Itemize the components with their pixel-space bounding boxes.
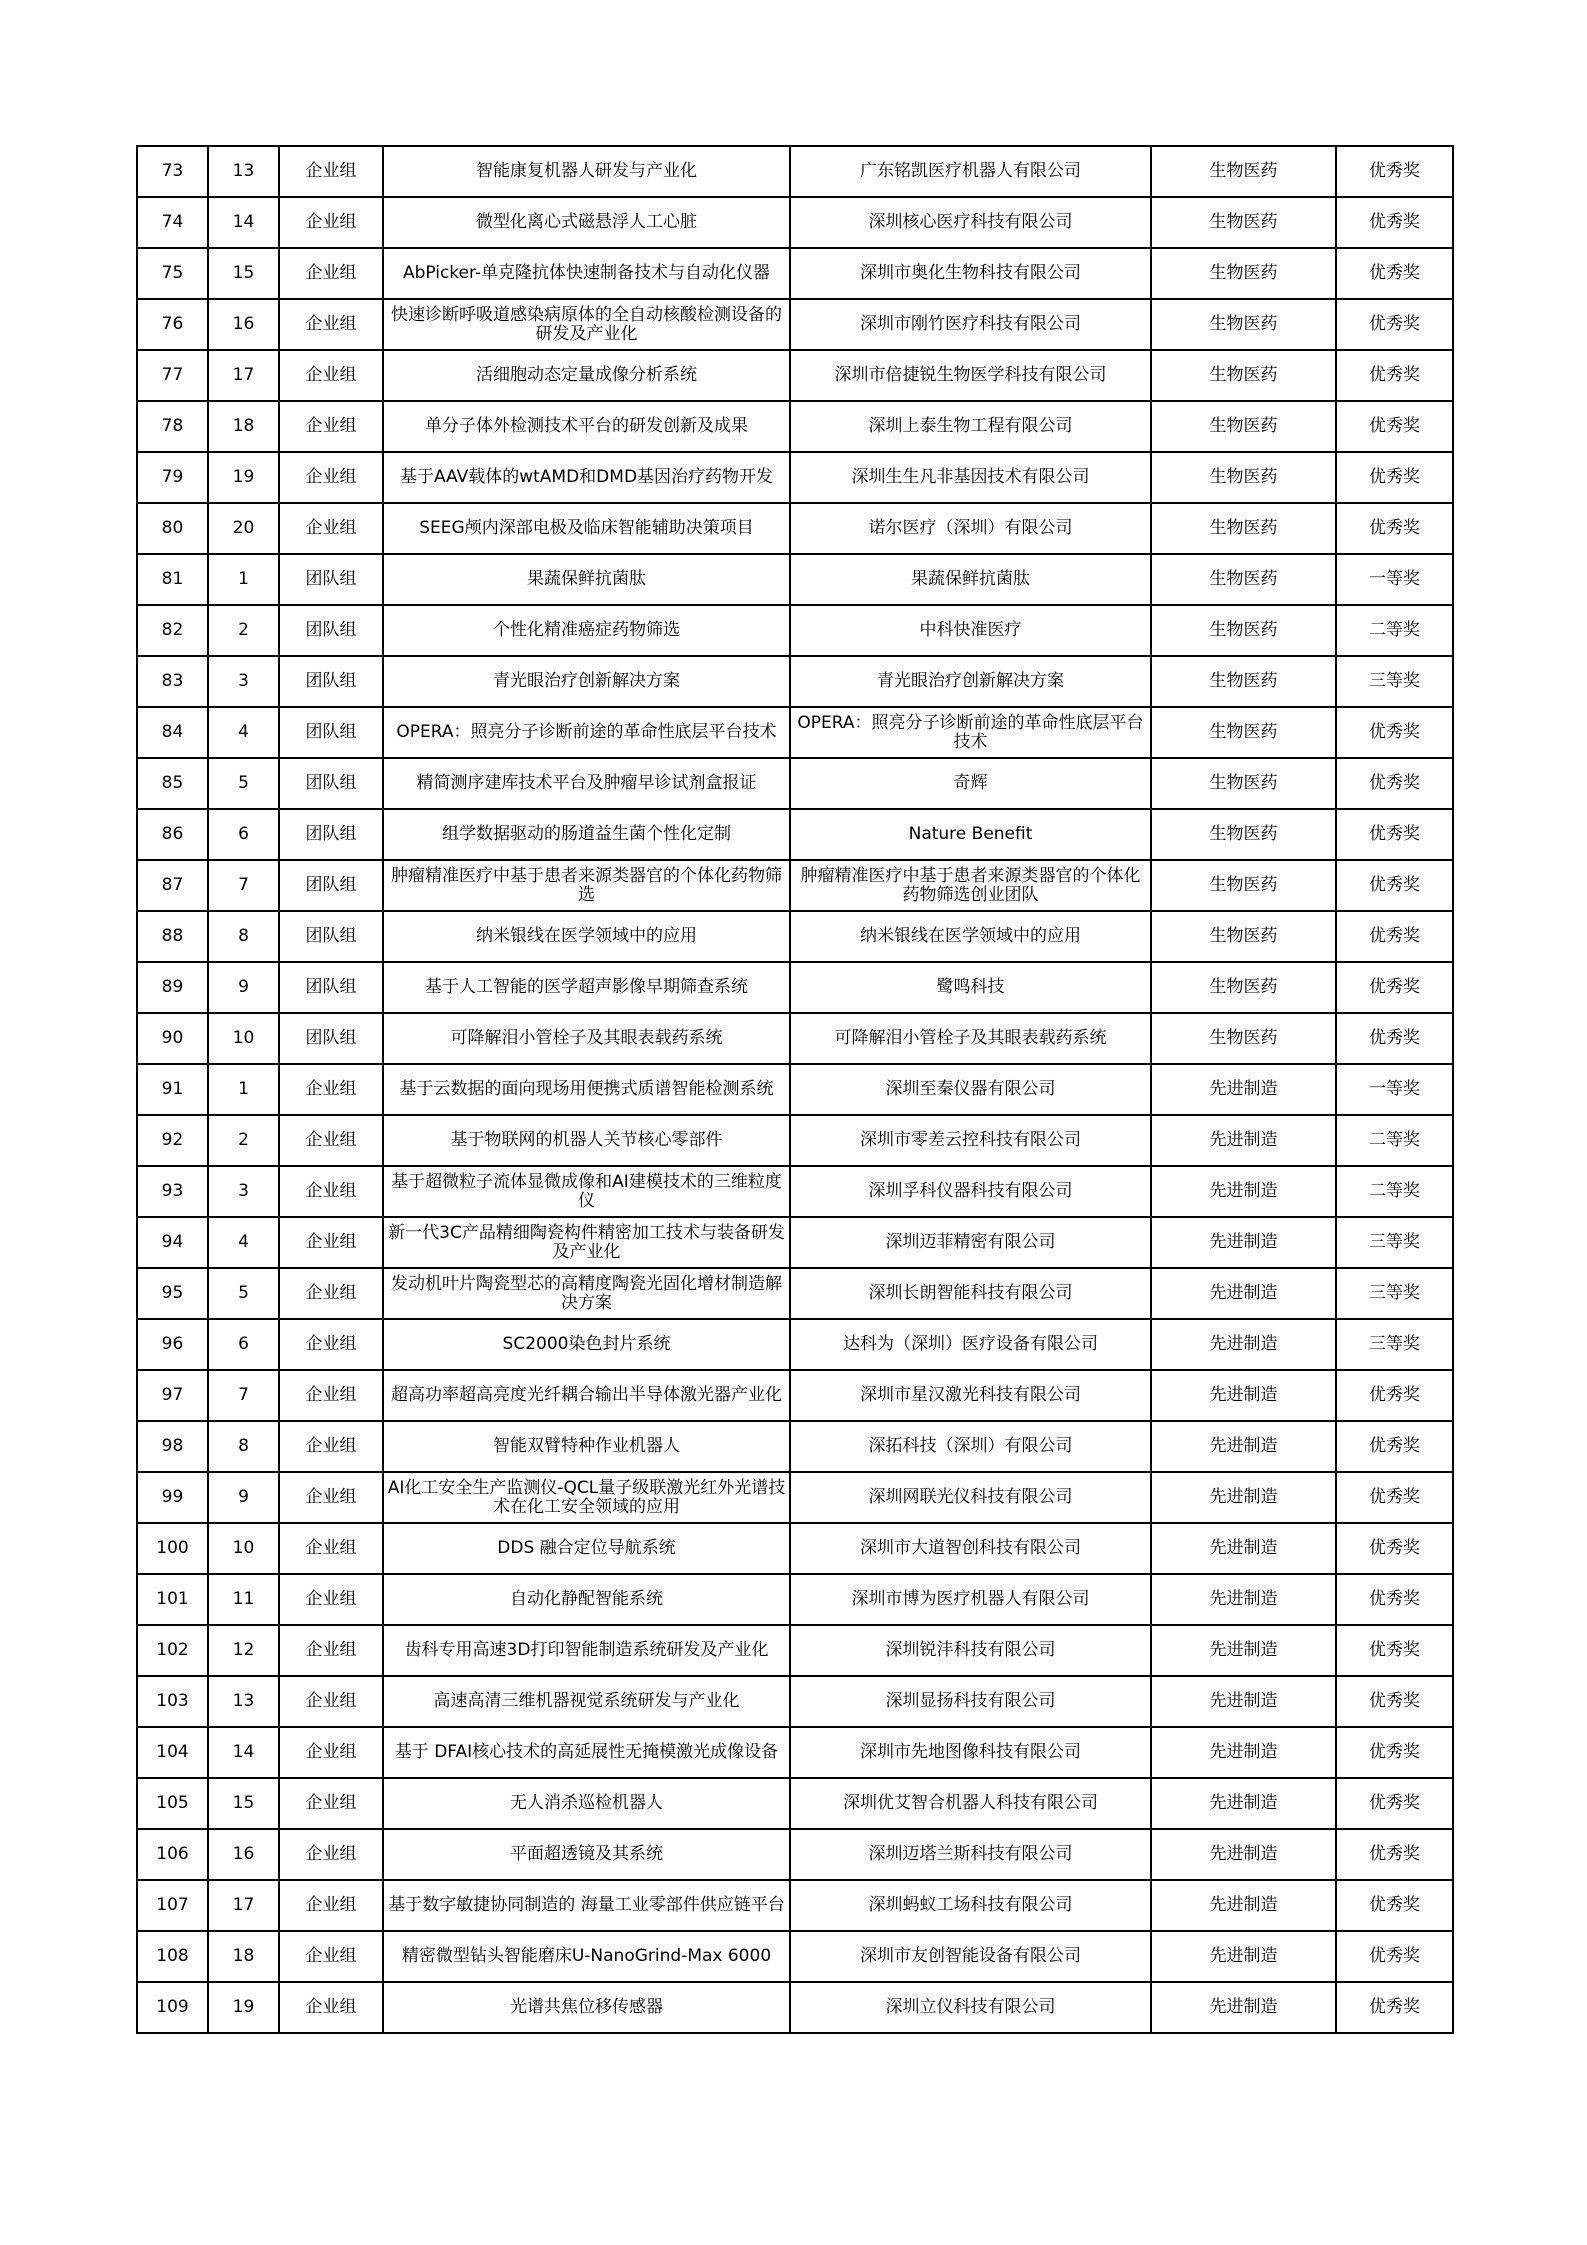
group-index-cell: 1 [208, 554, 279, 605]
serial-number-cell: 105 [137, 1778, 208, 1829]
table-row [137, 1880, 1453, 1931]
group-category-cell: 团队组 [279, 554, 383, 605]
serial-number-cell: 107 [137, 1880, 208, 1931]
project-name-cell: 组学数据驱动的肠道益生菌个性化定制 [383, 809, 790, 860]
group-category-cell: 企业组 [279, 1523, 383, 1574]
serial-number-cell: 106 [137, 1829, 208, 1880]
organization-cell: 深圳上泰生物工程有限公司 [790, 401, 1151, 452]
organization-cell: 深圳市博为医疗机器人有限公司 [790, 1574, 1151, 1625]
group-category-cell: 企业组 [279, 146, 383, 197]
table-row [137, 299, 1453, 350]
award-cell: 优秀奖 [1336, 962, 1453, 1013]
award-cell: 优秀奖 [1336, 1982, 1453, 2033]
serial-number-cell: 94 [137, 1217, 208, 1268]
table-row [137, 809, 1453, 860]
award-cell: 优秀奖 [1336, 1013, 1453, 1064]
project-name-cell: 基于 DFAI核心技术的高延展性无掩模激光成像设备 [383, 1727, 790, 1778]
award-table-body [137, 146, 1453, 2033]
serial-number-cell: 93 [137, 1166, 208, 1217]
serial-number-cell: 103 [137, 1676, 208, 1727]
serial-number-cell: 102 [137, 1625, 208, 1676]
table-row [137, 401, 1453, 452]
group-category-cell: 企业组 [279, 503, 383, 554]
field-cell: 先进制造 [1151, 1625, 1336, 1676]
field-cell: 先进制造 [1151, 1421, 1336, 1472]
group-index-cell: 18 [208, 401, 279, 452]
table-row [137, 1625, 1453, 1676]
field-cell: 先进制造 [1151, 1931, 1336, 1982]
table-row [137, 962, 1453, 1013]
award-cell: 优秀奖 [1336, 503, 1453, 554]
field-cell: 先进制造 [1151, 1472, 1336, 1523]
field-cell: 先进制造 [1151, 1829, 1336, 1880]
award-cell: 一等奖 [1336, 1064, 1453, 1115]
field-cell: 生物医药 [1151, 911, 1336, 962]
field-cell: 生物医药 [1151, 605, 1336, 656]
table-row [137, 452, 1453, 503]
award-cell: 优秀奖 [1336, 1625, 1453, 1676]
award-cell: 优秀奖 [1336, 401, 1453, 452]
field-cell: 生物医药 [1151, 707, 1336, 758]
table-row [137, 1574, 1453, 1625]
project-name-cell: 自动化静配智能系统 [383, 1574, 790, 1625]
serial-number-cell: 108 [137, 1931, 208, 1982]
organization-cell: 深圳蚂蚁工场科技有限公司 [790, 1880, 1151, 1931]
serial-number-cell: 97 [137, 1370, 208, 1421]
group-category-cell: 团队组 [279, 860, 383, 911]
organization-cell: 中科快准医疗 [790, 605, 1151, 656]
project-name-cell: 青光眼治疗创新解决方案 [383, 656, 790, 707]
project-name-cell: 发动机叶片陶瓷型芯的高精度陶瓷光固化增材制造解决方案 [383, 1268, 790, 1319]
group-index-cell: 9 [208, 1472, 279, 1523]
award-cell: 优秀奖 [1336, 1829, 1453, 1880]
group-category-cell: 企业组 [279, 1166, 383, 1217]
field-cell: 先进制造 [1151, 1370, 1336, 1421]
serial-number-cell: 88 [137, 911, 208, 962]
award-cell: 三等奖 [1336, 1319, 1453, 1370]
award-cell: 优秀奖 [1336, 707, 1453, 758]
award-cell: 优秀奖 [1336, 299, 1453, 350]
group-category-cell: 企业组 [279, 1778, 383, 1829]
organization-cell: OPERA：照亮分子诊断前途的革命性底层平台技术 [790, 707, 1151, 758]
group-category-cell: 企业组 [279, 1982, 383, 2033]
serial-number-cell: 86 [137, 809, 208, 860]
serial-number-cell: 99 [137, 1472, 208, 1523]
group-index-cell: 2 [208, 1115, 279, 1166]
field-cell: 生物医药 [1151, 248, 1336, 299]
table-row [137, 1982, 1453, 2033]
project-name-cell: 肿瘤精准医疗中基于患者来源类器官的个体化药物筛选 [383, 860, 790, 911]
group-index-cell: 3 [208, 1166, 279, 1217]
field-cell: 生物医药 [1151, 656, 1336, 707]
table-row [137, 605, 1453, 656]
group-category-cell: 企业组 [279, 1931, 383, 1982]
project-name-cell: 精密微型钻头智能磨床U-NanoGrind-Max 6000 [383, 1931, 790, 1982]
group-category-cell: 企业组 [279, 1574, 383, 1625]
table-row [137, 1370, 1453, 1421]
project-name-cell: 可降解泪小管栓子及其眼表载药系统 [383, 1013, 790, 1064]
award-cell: 优秀奖 [1336, 197, 1453, 248]
award-cell: 二等奖 [1336, 1166, 1453, 1217]
serial-number-cell: 80 [137, 503, 208, 554]
project-name-cell: DDS 融合定位导航系统 [383, 1523, 790, 1574]
group-category-cell: 团队组 [279, 758, 383, 809]
project-name-cell: 超高功率超高亮度光纤耦合输出半导体激光器产业化 [383, 1370, 790, 1421]
group-index-cell: 19 [208, 1982, 279, 2033]
organization-cell: 达科为（深圳）医疗设备有限公司 [790, 1319, 1151, 1370]
table-row [137, 1931, 1453, 1982]
group-index-cell: 9 [208, 962, 279, 1013]
table-row [137, 758, 1453, 809]
table-row [137, 146, 1453, 197]
award-cell: 优秀奖 [1336, 350, 1453, 401]
project-name-cell: 光谱共焦位移传感器 [383, 1982, 790, 2033]
organization-cell: 深拓科技（深圳）有限公司 [790, 1421, 1151, 1472]
serial-number-cell: 92 [137, 1115, 208, 1166]
serial-number-cell: 82 [137, 605, 208, 656]
group-category-cell: 企业组 [279, 1370, 383, 1421]
table-row [137, 911, 1453, 962]
project-name-cell: SEEG颅内深部电极及临床智能辅助决策项目 [383, 503, 790, 554]
group-category-cell: 企业组 [279, 1115, 383, 1166]
table-row [137, 1013, 1453, 1064]
organization-cell: 深圳市大道智创科技有限公司 [790, 1523, 1151, 1574]
award-cell: 优秀奖 [1336, 1880, 1453, 1931]
field-cell: 生物医药 [1151, 758, 1336, 809]
award-cell: 优秀奖 [1336, 1727, 1453, 1778]
group-category-cell: 企业组 [279, 1421, 383, 1472]
field-cell: 生物医药 [1151, 1013, 1336, 1064]
table-row [137, 1064, 1453, 1115]
field-cell: 生物医药 [1151, 503, 1336, 554]
field-cell: 先进制造 [1151, 1676, 1336, 1727]
field-cell: 生物医药 [1151, 554, 1336, 605]
project-name-cell: 基于AAV载体的wtAMD和DMD基因治疗药物开发 [383, 452, 790, 503]
project-name-cell: 个性化精准癌症药物筛选 [383, 605, 790, 656]
table-row [137, 350, 1453, 401]
organization-cell: 深圳市友创智能设备有限公司 [790, 1931, 1151, 1982]
award-cell: 三等奖 [1336, 1268, 1453, 1319]
organization-cell: 纳米银线在医学领域中的应用 [790, 911, 1151, 962]
award-cell: 二等奖 [1336, 1115, 1453, 1166]
table-row [137, 1523, 1453, 1574]
field-cell: 先进制造 [1151, 1778, 1336, 1829]
organization-cell: 深圳显扬科技有限公司 [790, 1676, 1151, 1727]
group-category-cell: 企业组 [279, 1880, 383, 1931]
table-row [137, 1727, 1453, 1778]
table-row [137, 554, 1453, 605]
field-cell: 生物医药 [1151, 299, 1336, 350]
serial-number-cell: 90 [137, 1013, 208, 1064]
group-category-cell: 企业组 [279, 1217, 383, 1268]
award-cell: 优秀奖 [1336, 1931, 1453, 1982]
award-cell: 优秀奖 [1336, 1472, 1453, 1523]
group-category-cell: 企业组 [279, 248, 383, 299]
group-index-cell: 13 [208, 1676, 279, 1727]
field-cell: 生物医药 [1151, 197, 1336, 248]
group-category-cell: 企业组 [279, 1727, 383, 1778]
field-cell: 生物医药 [1151, 809, 1336, 860]
group-index-cell: 5 [208, 1268, 279, 1319]
award-cell: 二等奖 [1336, 605, 1453, 656]
group-category-cell: 企业组 [279, 1268, 383, 1319]
group-index-cell: 14 [208, 1727, 279, 1778]
group-category-cell: 企业组 [279, 1829, 383, 1880]
group-category-cell: 企业组 [279, 401, 383, 452]
organization-cell: Nature Benefit [790, 809, 1151, 860]
table-row [137, 197, 1453, 248]
field-cell: 生物医药 [1151, 350, 1336, 401]
group-index-cell: 15 [208, 248, 279, 299]
project-name-cell: 高速高清三维机器视觉系统研发与产业化 [383, 1676, 790, 1727]
group-index-cell: 4 [208, 1217, 279, 1268]
project-name-cell: AbPicker-单克隆抗体快速制备技术与自动化仪器 [383, 248, 790, 299]
table-row [137, 1319, 1453, 1370]
organization-cell: 深圳锐沣科技有限公司 [790, 1625, 1151, 1676]
serial-number-cell: 79 [137, 452, 208, 503]
group-index-cell: 4 [208, 707, 279, 758]
group-index-cell: 1 [208, 1064, 279, 1115]
field-cell: 先进制造 [1151, 1574, 1336, 1625]
field-cell: 先进制造 [1151, 1982, 1336, 2033]
group-category-cell: 企业组 [279, 1319, 383, 1370]
group-category-cell: 团队组 [279, 911, 383, 962]
organization-cell: 可降解泪小管栓子及其眼表载药系统 [790, 1013, 1151, 1064]
group-index-cell: 3 [208, 656, 279, 707]
group-index-cell: 15 [208, 1778, 279, 1829]
organization-cell: 深圳孚科仪器科技有限公司 [790, 1166, 1151, 1217]
project-name-cell: OPERA：照亮分子诊断前途的革命性底层平台技术 [383, 707, 790, 758]
field-cell: 生物医药 [1151, 401, 1336, 452]
field-cell: 生物医药 [1151, 860, 1336, 911]
award-cell: 优秀奖 [1336, 1574, 1453, 1625]
table-row [137, 1676, 1453, 1727]
award-cell: 优秀奖 [1336, 860, 1453, 911]
award-cell: 优秀奖 [1336, 452, 1453, 503]
organization-cell: 深圳市奥化生物科技有限公司 [790, 248, 1151, 299]
table-row [137, 1166, 1453, 1217]
group-category-cell: 企业组 [279, 1064, 383, 1115]
group-index-cell: 19 [208, 452, 279, 503]
serial-number-cell: 77 [137, 350, 208, 401]
project-name-cell: 单分子体外检测技术平台的研发创新及成果 [383, 401, 790, 452]
organization-cell: 深圳至秦仪器有限公司 [790, 1064, 1151, 1115]
serial-number-cell: 87 [137, 860, 208, 911]
field-cell: 生物医药 [1151, 962, 1336, 1013]
group-index-cell: 16 [208, 299, 279, 350]
award-cell: 三等奖 [1336, 1217, 1453, 1268]
project-name-cell: 齿科专用高速3D打印智能制造系统研发及产业化 [383, 1625, 790, 1676]
organization-cell: 深圳市倍捷锐生物医学科技有限公司 [790, 350, 1151, 401]
project-name-cell: 基于云数据的面向现场用便携式质谱智能检测系统 [383, 1064, 790, 1115]
group-index-cell: 17 [208, 350, 279, 401]
serial-number-cell: 74 [137, 197, 208, 248]
award-cell: 优秀奖 [1336, 146, 1453, 197]
organization-cell: 深圳立仪科技有限公司 [790, 1982, 1151, 2033]
group-index-cell: 10 [208, 1013, 279, 1064]
serial-number-cell: 75 [137, 248, 208, 299]
table-row [137, 707, 1453, 758]
project-name-cell: 基于物联网的机器人关节核心零部件 [383, 1115, 790, 1166]
field-cell: 先进制造 [1151, 1523, 1336, 1574]
award-cell: 优秀奖 [1336, 1370, 1453, 1421]
group-index-cell: 7 [208, 1370, 279, 1421]
organization-cell: 奇辉 [790, 758, 1151, 809]
field-cell: 先进制造 [1151, 1166, 1336, 1217]
organization-cell: 鹭鸣科技 [790, 962, 1151, 1013]
serial-number-cell: 78 [137, 401, 208, 452]
table-row [137, 1472, 1453, 1523]
table-row [137, 1217, 1453, 1268]
organization-cell: 深圳长朗智能科技有限公司 [790, 1268, 1151, 1319]
group-category-cell: 企业组 [279, 1472, 383, 1523]
group-category-cell: 团队组 [279, 809, 383, 860]
project-name-cell: 活细胞动态定量成像分析系统 [383, 350, 790, 401]
organization-cell: 深圳市先地图像科技有限公司 [790, 1727, 1151, 1778]
project-name-cell: 无人消杀巡检机器人 [383, 1778, 790, 1829]
organization-cell: 深圳迈菲精密有限公司 [790, 1217, 1151, 1268]
serial-number-cell: 91 [137, 1064, 208, 1115]
serial-number-cell: 95 [137, 1268, 208, 1319]
serial-number-cell: 104 [137, 1727, 208, 1778]
group-index-cell: 12 [208, 1625, 279, 1676]
group-index-cell: 7 [208, 860, 279, 911]
organization-cell: 深圳网联光仪科技有限公司 [790, 1472, 1151, 1523]
award-cell: 优秀奖 [1336, 1778, 1453, 1829]
group-index-cell: 13 [208, 146, 279, 197]
organization-cell: 深圳市星汉激光科技有限公司 [790, 1370, 1151, 1421]
group-index-cell: 2 [208, 605, 279, 656]
table-row [137, 503, 1453, 554]
organization-cell: 诺尔医疗（深圳）有限公司 [790, 503, 1151, 554]
serial-number-cell: 85 [137, 758, 208, 809]
organization-cell: 深圳优艾智合机器人科技有限公司 [790, 1778, 1151, 1829]
field-cell: 生物医药 [1151, 452, 1336, 503]
group-category-cell: 企业组 [279, 1625, 383, 1676]
group-index-cell: 6 [208, 809, 279, 860]
table-row [137, 248, 1453, 299]
project-name-cell: 果蔬保鲜抗菌肽 [383, 554, 790, 605]
field-cell: 先进制造 [1151, 1115, 1336, 1166]
award-cell: 优秀奖 [1336, 911, 1453, 962]
award-list-table [136, 145, 1454, 2034]
serial-number-cell: 84 [137, 707, 208, 758]
project-name-cell: 基于人工智能的医学超声影像早期筛查系统 [383, 962, 790, 1013]
award-cell: 优秀奖 [1336, 758, 1453, 809]
group-index-cell: 10 [208, 1523, 279, 1574]
group-index-cell: 8 [208, 911, 279, 962]
group-index-cell: 6 [208, 1319, 279, 1370]
group-index-cell: 16 [208, 1829, 279, 1880]
table-row [137, 860, 1453, 911]
organization-cell: 青光眼治疗创新解决方案 [790, 656, 1151, 707]
field-cell: 先进制造 [1151, 1880, 1336, 1931]
group-category-cell: 企业组 [279, 1676, 383, 1727]
serial-number-cell: 89 [137, 962, 208, 1013]
project-name-cell: 智能康复机器人研发与产业化 [383, 146, 790, 197]
group-category-cell: 企业组 [279, 350, 383, 401]
serial-number-cell: 73 [137, 146, 208, 197]
group-index-cell: 14 [208, 197, 279, 248]
project-name-cell: 平面超透镜及其系统 [383, 1829, 790, 1880]
group-index-cell: 5 [208, 758, 279, 809]
organization-cell: 深圳生生凡非基因技术有限公司 [790, 452, 1151, 503]
group-index-cell: 20 [208, 503, 279, 554]
organization-cell: 深圳市零差云控科技有限公司 [790, 1115, 1151, 1166]
award-cell: 优秀奖 [1336, 248, 1453, 299]
table-row [137, 656, 1453, 707]
award-cell: 一等奖 [1336, 554, 1453, 605]
serial-number-cell: 76 [137, 299, 208, 350]
table-row [137, 1829, 1453, 1880]
table-row [137, 1268, 1453, 1319]
serial-number-cell: 81 [137, 554, 208, 605]
project-name-cell: 快速诊断呼吸道感染病原体的全自动核酸检测设备的研发及产业化 [383, 299, 790, 350]
serial-number-cell: 101 [137, 1574, 208, 1625]
project-name-cell: 基于数字敏捷协同制造的 海量工业零部件供应链平台 [383, 1880, 790, 1931]
field-cell: 先进制造 [1151, 1217, 1336, 1268]
serial-number-cell: 83 [137, 656, 208, 707]
field-cell: 先进制造 [1151, 1319, 1336, 1370]
organization-cell: 深圳迈塔兰斯科技有限公司 [790, 1829, 1151, 1880]
group-index-cell: 8 [208, 1421, 279, 1472]
project-name-cell: 智能双臂特种作业机器人 [383, 1421, 790, 1472]
organization-cell: 肿瘤精准医疗中基于患者来源类器官的个体化药物筛选创业团队 [790, 860, 1151, 911]
group-index-cell: 17 [208, 1880, 279, 1931]
serial-number-cell: 100 [137, 1523, 208, 1574]
group-category-cell: 企业组 [279, 197, 383, 248]
table-row [137, 1778, 1453, 1829]
organization-cell: 深圳市刚竹医疗科技有限公司 [790, 299, 1151, 350]
project-name-cell: 新一代3C产品精细陶瓷构件精密加工技术与装备研发及产业化 [383, 1217, 790, 1268]
group-category-cell: 团队组 [279, 656, 383, 707]
award-cell: 优秀奖 [1336, 1676, 1453, 1727]
table-row [137, 1115, 1453, 1166]
serial-number-cell: 98 [137, 1421, 208, 1472]
award-cell: 优秀奖 [1336, 809, 1453, 860]
project-name-cell: 精简测序建库技术平台及肿瘤早诊试剂盒报证 [383, 758, 790, 809]
group-category-cell: 企业组 [279, 299, 383, 350]
award-cell: 优秀奖 [1336, 1523, 1453, 1574]
group-category-cell: 企业组 [279, 452, 383, 503]
group-index-cell: 18 [208, 1931, 279, 1982]
field-cell: 先进制造 [1151, 1727, 1336, 1778]
project-name-cell: SC2000染色封片系统 [383, 1319, 790, 1370]
group-category-cell: 团队组 [279, 962, 383, 1013]
group-category-cell: 团队组 [279, 1013, 383, 1064]
group-index-cell: 11 [208, 1574, 279, 1625]
field-cell: 先进制造 [1151, 1268, 1336, 1319]
project-name-cell: 纳米银线在医学领域中的应用 [383, 911, 790, 962]
serial-number-cell: 96 [137, 1319, 208, 1370]
field-cell: 先进制造 [1151, 1064, 1336, 1115]
award-cell: 优秀奖 [1336, 1421, 1453, 1472]
organization-cell: 广东铭凯医疗机器人有限公司 [790, 146, 1151, 197]
table-row [137, 1421, 1453, 1472]
project-name-cell: 微型化离心式磁悬浮人工心脏 [383, 197, 790, 248]
group-category-cell: 团队组 [279, 707, 383, 758]
award-cell: 三等奖 [1336, 656, 1453, 707]
organization-cell: 果蔬保鲜抗菌肽 [790, 554, 1151, 605]
field-cell: 生物医药 [1151, 146, 1336, 197]
group-category-cell: 团队组 [279, 605, 383, 656]
organization-cell: 深圳核心医疗科技有限公司 [790, 197, 1151, 248]
project-name-cell: 基于超微粒子流体显微成像和AI建模技术的三维粒度仪 [383, 1166, 790, 1217]
serial-number-cell: 109 [137, 1982, 208, 2033]
project-name-cell: AI化工安全生产监测仪-QCL量子级联激光红外光谱技术在化工安全领域的应用 [383, 1472, 790, 1523]
